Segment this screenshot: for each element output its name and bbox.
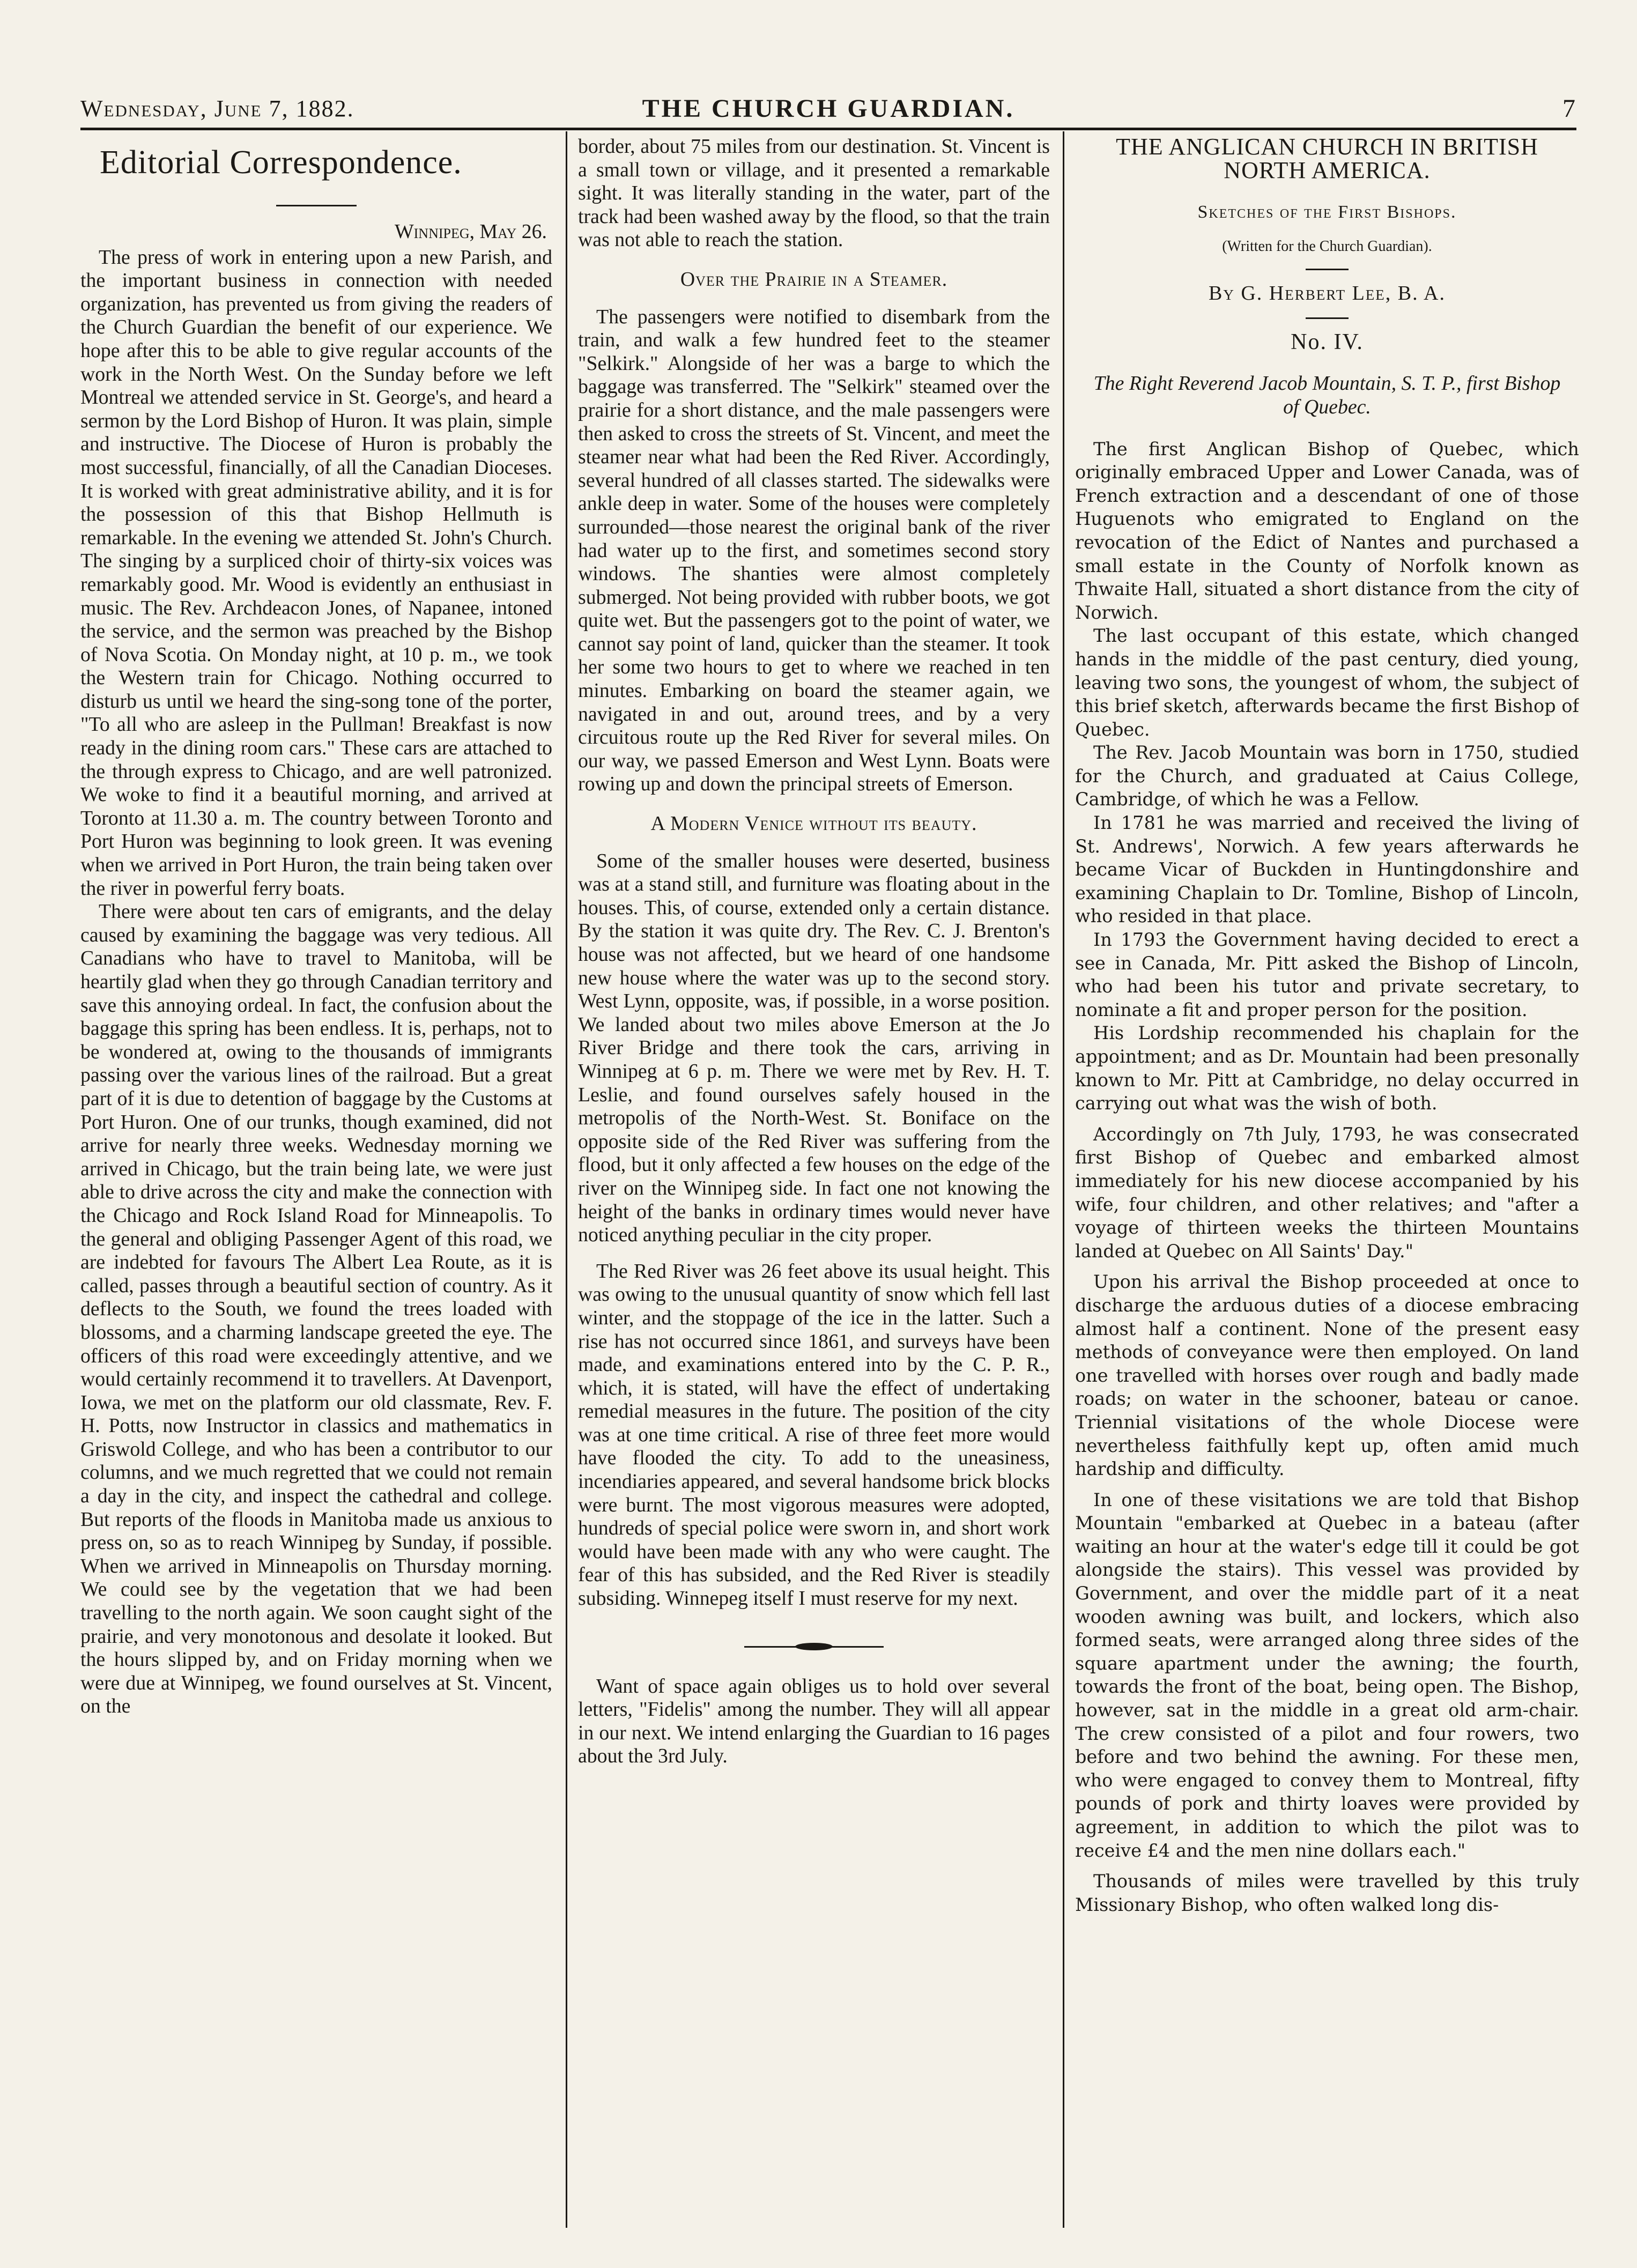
article-author: By G. Herbert Lee, B. A. (1208, 282, 1446, 305)
page-header (80, 90, 1576, 130)
title-rule (276, 205, 357, 206)
article-paragraph: Upon his arrival the Bishop proceeded at once to discharge the arduous duties of a diocese embracing almost half a continent. None of the present easy methods of conveyance were then employed. On land one travelled with horses over rough and badly made roads; on water in the schooner, bateau or canoe. Triennial visitations of the whole Diocese were nevertheless faithfully kept up, often amid much hardship and difficulty. (1075, 1271, 1579, 1480)
divider (1306, 269, 1349, 270)
article-paragraph: In one of these visitations we are told that Bishop Mountain "embarked at Quebec in a bateau (after waiting an hour at the water's edge till it could be got alongside the stairs). This vessel was provided by Government, and over the middle part of it a neat wooden awning was built, and lockers, which also formed seats, were arranged along three sides of the square apartment under the awning; the fourth, towards the front of the boat, being open. The Bishop, however, sat in the middle in a great old arm-chair. The crew consisted of a pilot and four rowers, two before and two behind the awning. For these men, who were engaged to convey them to Montreal, fifty pounds of pork and thirty loaves were provided by agreement, in addition to which the pilot was to receive £4 and the men nine dollars each." (1075, 1489, 1579, 1861)
article-note: (Written for the Church Guardian). (1222, 238, 1432, 255)
article-paragraph: The first Anglican Bishop of Quebec, which originally embraced Upper and Lower Canada, was of French extraction and a descendant of one of those Huguenots who emigrated to England on the revocation of the Edict of Nantes and purchased a small estate in the County of Norfolk known as Thwaite Hall, situated a short distance from the city of Norwich. (1075, 438, 1579, 623)
subhead-venice: A Modern Venice without its beauty. (650, 812, 977, 835)
article-paragraph: The Rev. Jacob Mountain was born in 1750, studied for the Church, and graduated at Caius College, Cambridge, of which he was a Fellow. (1075, 742, 1579, 810)
editorial-continuation: border, about 75 miles from our destination. St. Vincent is a small town or village, and it presented a remarkable sight. It was literally standing in the water, part of the track had been washed away by the flood, so that the train was not able to reach the station. (578, 135, 1050, 251)
editorial-paragraph: There were about ten cars of emigrants, and the delay caused by examining the baggage was very tedious. All Canadians who have to travel to Manitoba, will be heartily glad when they go through Canadian territory and save this annoying ordeal. In fact, the confusion about the baggage this spring has been endless. It is, perhaps, not to be wondered at, owing to the thousands of immigrants passing over the various lines of the railroad. But a great part of it is due to detention of baggage by the Customs at Port Huron. One of our trunks, though examined, did not arrive for nearly three weeks. Wednesday morning we arrived in Chicago, but the train being late, we were just able to drive across the city and make the connection with the Chicago and Rock Island Road for Minneapolis. To the general and obliging Passenger Agent of this road, we are indebted for favours The Albert Lea Route, as it is called, passes through a beautiful section of country. As it deflects to the South, we found the trees loaded with blossoms, and a charming landscape greeted the eye. The officers of this road were exceedingly attentive, and we would certainly recommend it to travellers. At Davenport, Iowa, we met on the platform our old classmate, Rev. F. H. Potts, now Instructor in classics and mathematics in Griswold College, and who has been a contributor to our columns, and we much regretted that we could not remain a day in the city, and inspect the cathedral and college. But reports of the floods in Manitoba made us anxious to press on, so as to reach Winnipeg by Sunday, if possible. When we arrived in Minneapolis on Thursday morning. We could see by the vegetation that we had been travelling to the north again. We soon caught sight of the prairie, and very monotonous and desolate it looked. But the hours slipped by, and on Friday morning when we were due at Winnipeg, we found ourselves at St. Vincent, on the (80, 900, 552, 1718)
dateline: Winnipeg, May 26. (394, 220, 547, 243)
issue-date: Wednesday, June 7, 1882. (80, 95, 354, 122)
article-paragraph: In 1781 he was married and received the living of St. Andrews', Norwich. A few years afterwards he became Vicar of Buckden in Huntingdonshire and examining Chaplain to Dr. Tomline, Bishop of Lincoln, who resided in that place. (1075, 812, 1579, 927)
ornamental-rule (744, 1643, 884, 1650)
divider (1306, 317, 1349, 319)
editorial-paragraph: The passengers were notified to disembark from the train, and walk a few hundred feet to the steamer "Selkirk." Alongside of her was a barge to which the baggage was transferred. The "Selkirk" steamed over the prairie for a short distance, and the male passengers were then asked to cross the streets of St. Vincent, and meet the steamer near what had been the Red River. Accordingly, several hundred of all classes started. The sidewalks were ankle deep in water. Some of the houses were completely surrounded—those nearest the original bank of the river had water up to the first, and sometimes second story windows. The shanties were almost completely submerged. Not being provided with rubber boots, we got quite wet. But the passengers got to the point of water, we cannot say point of land, quicker than the steamer. It took her some two hours to get to where we reached in ten minutes. Embarking on board the steamer again, we navigated in and out, around trees, and by a very circuitous route up the Red River for several miles. On our way, we passed Emerson and West Lynn. Boats were rowing up and down the principal streets of Emerson. (578, 305, 1050, 796)
article-paragraph: Thousands of miles were travelled by this truly Missionary Bishop, who often walked long dis- (1075, 1871, 1579, 1915)
editorial-paragraph: The Red River was 26 feet above its usual height. This was owing to the unusual quantity of snow which fell last winter, and the stoppage of the ice in the latter. Such a rise has not occurred since 1861, and surveys have been made, and examinations entered into by the C. P. R., which, it is stated, will have the effect of undertaking remedial measures in the future. The position of the city was at one time critical. A rise of three feet more would have flooded the city. To add to the uneasiness, incendiaries appeared, and several handsome brick blocks were burnt. The most vigorous measures were adopted, hundreds of special police were sworn in, and short work would have been made with any who were caught. The fear of this has subsided, and the Red River is steadily subsiding. Winnepeg itself I must reserve for my next. (578, 1259, 1050, 1610)
article-paragraph: In 1793 the Government having decided to erect a see in Canada, Mr. Pitt asked the Bishop of Lincoln, who had been his tutor and private secretary, to nominate a fit and proper person for the position. (1075, 929, 1579, 1020)
column-3 (1075, 135, 1579, 2237)
page-number: 7 (1562, 94, 1576, 123)
article-paragraph: His Lordship recommended his chaplain for the appointment; and as Dr. Mountain had been presonally known to Mr. Pitt at Cambridge, no delay occurred in carrying out what was the wish of both. (1075, 1022, 1579, 1114)
column-rule (566, 131, 567, 2228)
article-subtitle: Sketches of the First Bishops. (1197, 202, 1457, 222)
editorial-paragraph: The press of work in entering upon a new Parish, and the important business in connection with needed organization, has prevented us from giving the readers of the Church Guardian the benefit of our experience. We hope after this to be able to give regular accounts of the work in the North West. On the Sunday before we left Montreal we attended service in St. George's, and heard a sermon by the Lord Bishop of Huron. It was plain, simple and instructive. The Diocese of Huron is probably the most successful, financially, of all the Canadian Dioceses. It is worked with great administrative ability, and it is for the possession of this that Bishop Hellmuth is remarkable. In the evening we attended St. John's Church. The singing by a surpliced choir of thirty-six voices was remarkably good. Mr. Wood is evidently an enthusiast in music. The Rev. Archdeacon Jones, of Napanee, intoned the service, and the sermon was preached by the Bishop of Nova Scotia. On Monday night, at 10 p. m., we took the Western train for Chicago. Nothing occurred to disturb us until we heard the sing-song tone of the porter, "To all who are asleep in the Pullman! Breakfast is now ready in the dining room cars." These cars are attached to the through express to Chicago, and are well patronized. We woke to find it a beautiful morning, and arrived at Toronto at 11.30 a. m. The country between Toronto and Port Huron was beginning to look green. It was evening when we arrived in Port Huron, the train being taken over the river in powerful ferry boats. (80, 246, 552, 900)
editorial-paragraph: Some of the smaller houses were deserted, business was at a stand still, and furniture was floating about in the houses. This, of course, extended only a certain distance. By the station it was quite dry. The Rev. C. J. Brenton's house was not affected, but we heard of one handsome new house where the water was up to the second story. West Lynn, opposite, was, if possible, in a worse position. We landed about two miles above Emerson at the Jo River Bridge and there took the cars, arriving in Winnipeg at 6 p. m. There we were met by Rev. H. T. Leslie, and found ourselves safely housed in the metropolis of the North-West. St. Boniface on the opposite side of the Red River was suffering from the flood, but it only affected a few houses on the edge of the river on the Winnipeg side. In fact one not knowing the height of the banks in ordinary times would never have noticed anything peculiar in the city proper. (578, 849, 1050, 1247)
portrait-caption: The Right Reverend Jacob Mountain, S. T. P., first Bishop of Quebec. (1093, 372, 1561, 418)
subhead-prairie: Over the Prairie in a Steamer. (680, 268, 948, 291)
column-1 (80, 135, 552, 2237)
editorial-title: Editorial Correspondence. (100, 144, 462, 181)
article-title: THE ANGLICAN CHURCH IN BRITISH NORTH AMERICA. (1116, 135, 1538, 183)
column-rule (1063, 131, 1064, 2228)
notice-paragraph: Want of space again obliges us to hold over several letters, "Fidelis" among the number. They will all appear in our next. We intend enlarging the Guardian to 16 pages about the 3rd July. (578, 1674, 1050, 1768)
masthead: THE CHURCH GUARDIAN. (642, 94, 1015, 123)
article-paragraph: Accordingly on 7th July, 1793, he was consecrated first Bishop of Quebec and embarked almost immediately for his new diocese accompanied by his wife, four children, and other relatives; and "after a voyage of thirteen weeks the thirteen Mountains landed at Quebec on All Saints' Day." (1075, 1123, 1579, 1262)
article-paragraph: The last occupant of this estate, which changed hands in the middle of the past century, died young, leaving two sons, the youngest of whom, the subject of this brief sketch, afterwards became the first Bishop of Quebec. (1075, 625, 1579, 740)
column-2 (578, 135, 1050, 2237)
article-number: No. IV. (1291, 329, 1364, 354)
